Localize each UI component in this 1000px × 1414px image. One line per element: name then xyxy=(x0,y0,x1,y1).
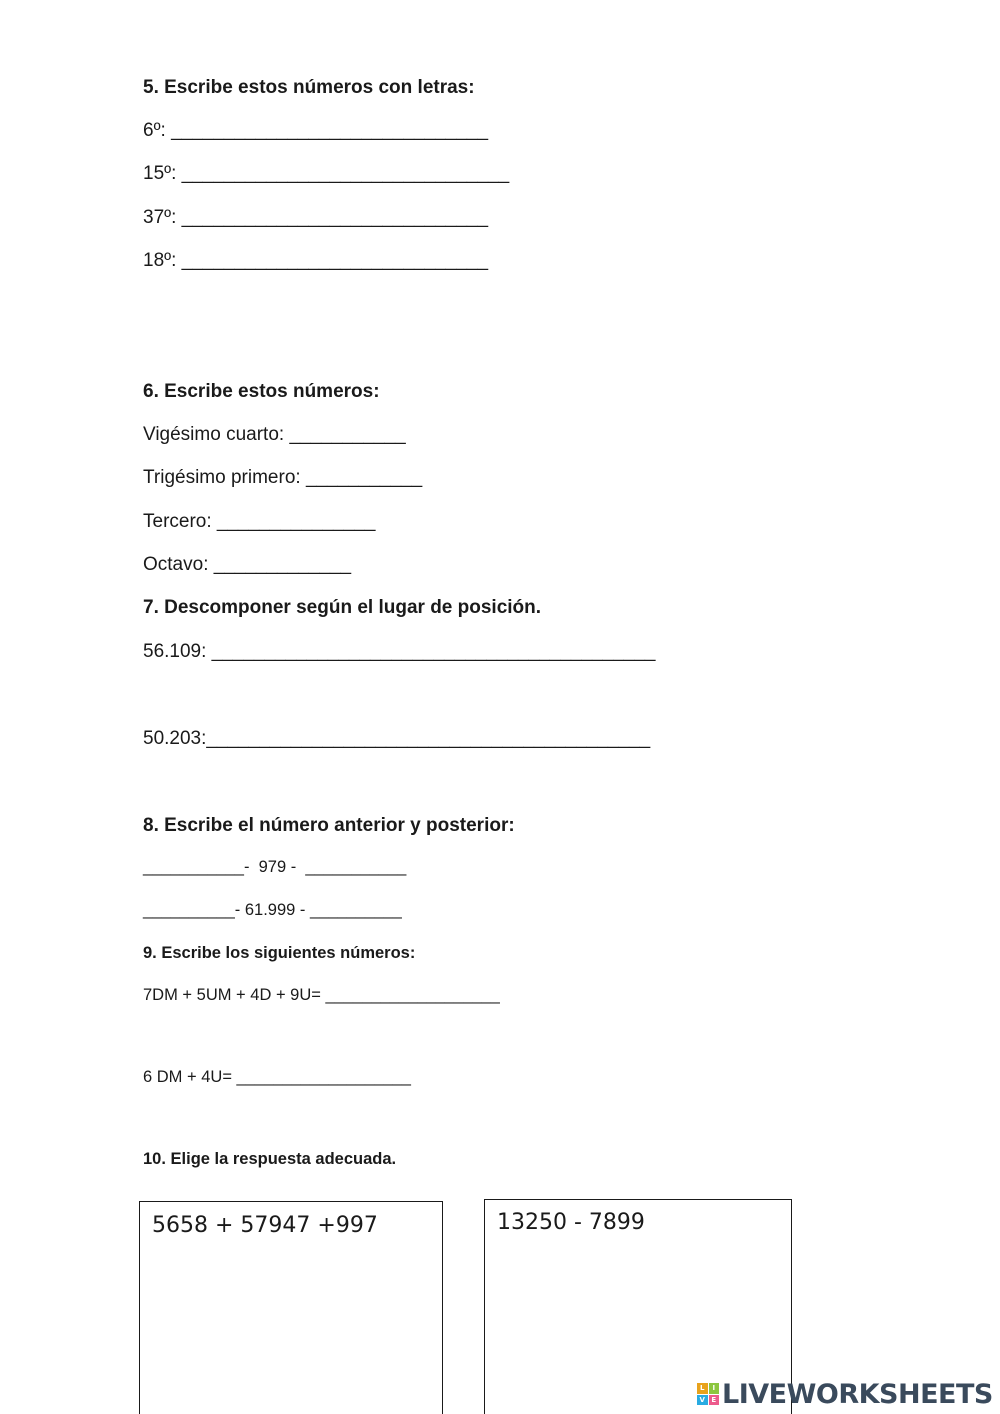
exercise-10-title: 10. Elige la respuesta adecuada. xyxy=(143,1150,397,1168)
logo-mark-cell: L xyxy=(697,1383,708,1394)
exercise-5-item[interactable]: 37º: _____________________________ xyxy=(143,207,489,228)
exercise-6-item[interactable]: Octavo: _____________ xyxy=(143,554,352,575)
exercise-8-item[interactable]: ___________- 979 - ___________ xyxy=(143,858,407,876)
exercise-6-item[interactable]: Tercero: _______________ xyxy=(143,511,376,532)
subtraction-expression: 13250 - 7899 xyxy=(497,1210,645,1235)
exercise-7-item[interactable]: 56.109: __________________________________________ xyxy=(143,641,656,662)
exercise-7-item[interactable]: 50.203:__________________________________________ xyxy=(143,728,651,749)
exercise-6-item[interactable]: Vigésimo cuarto: ___________ xyxy=(143,424,406,445)
exercise-5-item[interactable]: 15º: _______________________________ xyxy=(143,163,510,184)
logo-mark-cell: V xyxy=(697,1395,708,1406)
logo-mark-icon xyxy=(697,1383,719,1405)
exercise-5-item[interactable]: 6º: ______________________________ xyxy=(143,120,489,141)
exercise-9-title: 9. Escribe los siguientes números: xyxy=(143,944,416,962)
answer-box-left[interactable] xyxy=(139,1201,443,1414)
logo-mark-cell: I xyxy=(709,1383,720,1394)
exercise-5-title: 5. Escribe estos números con letras: xyxy=(143,77,475,98)
exercise-6-title: 6. Escribe estos números: xyxy=(143,381,380,402)
logo-text: LIVEWORKSHEETS xyxy=(722,1378,993,1410)
liveworksheets-logo xyxy=(697,1378,993,1410)
exercise-8-title: 8. Escribe el número anterior y posterior: xyxy=(143,815,515,836)
logo-mark-cell: E xyxy=(709,1395,720,1406)
exercise-7-title: 7. Descomponer según el lugar de posición. xyxy=(143,597,542,618)
addition-expression: 5658 + 57947 +997 xyxy=(152,1213,378,1238)
exercise-9-item[interactable]: 6 DM + 4U= ___________________ xyxy=(143,1068,411,1086)
exercise-9-item[interactable]: 7DM + 5UM + 4D + 9U= ___________________ xyxy=(143,986,500,1004)
exercise-6-item[interactable]: Trigésimo primero: ___________ xyxy=(143,467,423,488)
exercise-5-item[interactable]: 18º: _____________________________ xyxy=(143,250,489,271)
exercise-8-item[interactable]: __________- 61.999 - __________ xyxy=(143,901,402,919)
